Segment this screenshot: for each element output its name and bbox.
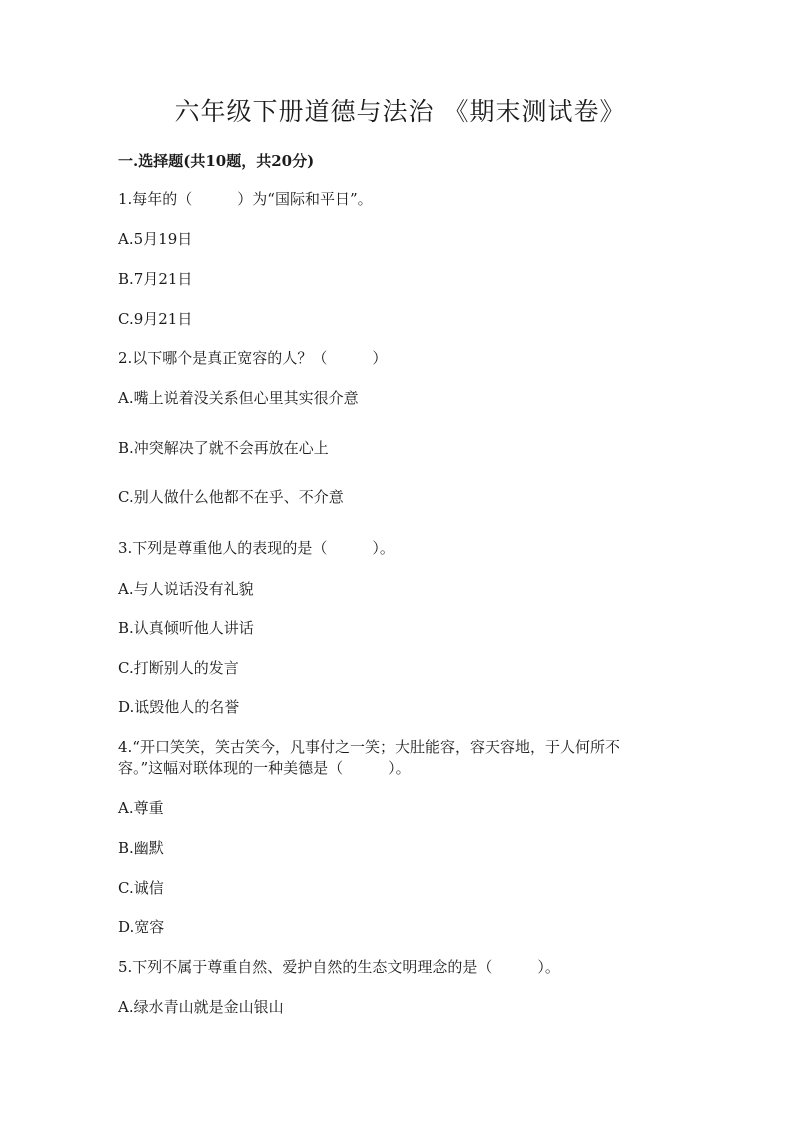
section-heading: 一.选择题(共10题，共20分) <box>118 152 315 170</box>
question-4-option-c: C.诚信 <box>118 879 164 897</box>
question-4-option-b: B.幽默 <box>118 839 164 857</box>
question-1-option-a: A.5月19日 <box>118 230 193 248</box>
question-2-option-a: A.嘴上说着没关系但心里其实很介意 <box>118 389 359 407</box>
question-3-option-c: C.打断别人的发言 <box>118 659 239 677</box>
page-title: 六年级下册道德与法治 《期末测试卷》 <box>174 97 626 126</box>
question-2-option-b: B.冲突解决了就不会再放在心上 <box>118 439 329 457</box>
question-3-option-b: B.认真倾听他人讲话 <box>118 619 254 637</box>
question-4-stem-line-1: 4.“开口笑笑，笑古笑今，凡事付之一笑；大肚能容，容天容地，于人何所不 <box>118 738 620 756</box>
question-3-option-d: D.诋毁他人的名誉 <box>118 698 240 716</box>
question-2-option-c: C.别人做什么他都不在乎、不介意 <box>118 488 344 506</box>
question-1-stem: 1.每年的（ ）为“国际和平日”。 <box>118 190 373 208</box>
question-5-stem: 5.下列不属于尊重自然、爱护自然的生态文明理念的是（ ）。 <box>118 958 560 976</box>
question-5-option-a: A.绿水青山就是金山银山 <box>118 998 284 1016</box>
question-2-stem: 2.以下哪个是真正宽容的人？（ ） <box>118 349 388 367</box>
question-4-stem-line-2: 容。”这幅对联体现的一种美德是（ ）。 <box>118 759 411 777</box>
question-1-option-b: B.7月21日 <box>118 270 193 288</box>
question-4-option-a: A.尊重 <box>118 799 164 817</box>
question-4-option-d: D.宽容 <box>118 918 165 936</box>
question-3-option-a: A.与人说话没有礼貌 <box>118 580 254 598</box>
question-3-stem: 3.下列是尊重他人的表现的是（ ）。 <box>118 539 395 557</box>
question-1-option-c: C.9月21日 <box>118 310 193 328</box>
